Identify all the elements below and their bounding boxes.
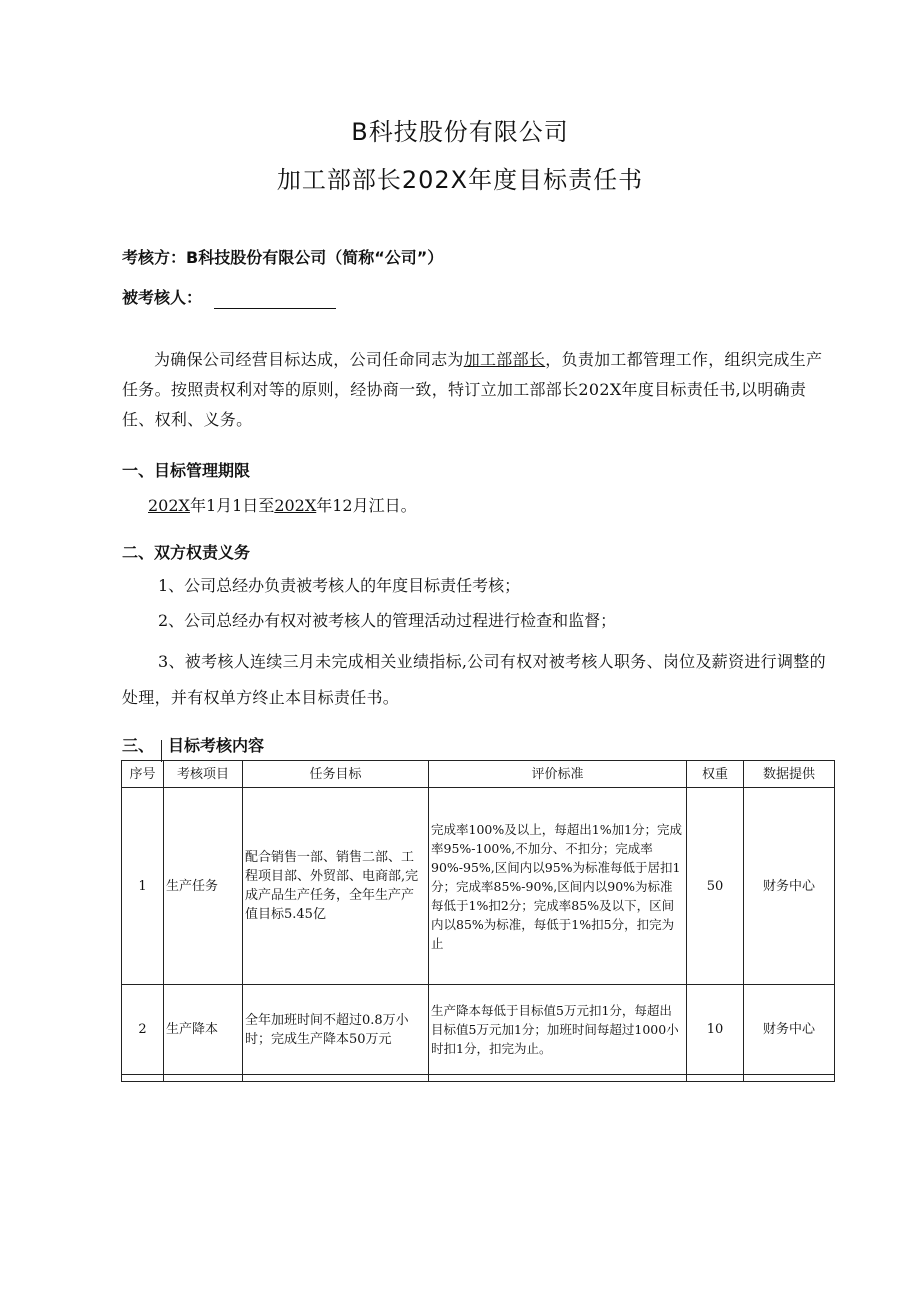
intro-position: 加工部部长 [463,350,546,369]
cell-target: 配合销售一部、销售二部、工程项目部、外贸部、电商部,完成产品生产任务，全年生产产值目标5.45亿 [243,788,429,985]
table-row-continuation [122,1075,835,1082]
assessee-line [122,287,336,309]
cell-weight: 10 [687,985,744,1075]
section1-period [148,495,417,517]
col-header-target: 任务目标 [243,761,429,788]
section1-heading: 一、目标管理期限 [122,461,251,480]
heading-divider [161,740,162,762]
section3-heading [122,735,264,757]
cell-source: 财务中心 [744,788,835,985]
intro-paragraph [122,345,834,435]
table-header-row [122,761,835,788]
duty-item-2: 2、公司总经办有权对被考核人的管理活动过程进行检查和监督； [158,611,617,630]
period-mid: 年1月1日至 [189,496,275,515]
duty-item-3: 3、被考核人连续三月未完成相关业绩指标,公司有权对被考核人职务、岗位及薪资进行调整的处理，并有权单方终止本目标责任书。 [122,652,826,707]
cell-criteria: 生产降本每低于目标值5万元扣1分，每超出目标值5万元加1分；加班时间每超过1000小时扣1分，扣完为止。 [429,985,687,1075]
period-tail: 年12月江日。 [316,496,417,515]
assessor-line [122,247,443,269]
section3-heading-text: 目标考核内容 [168,736,265,755]
table-row [122,985,835,1075]
col-header-criteria: 评价标准 [429,761,687,788]
cell-criteria: 完成率100%及以上，每超出1%加1分；完成率95%-100%,不加分、不扣分；完成率90%-95%,区间内以95%为标准每低于居扣1分；完成率85%-90%,区间内以90%为标准每低于1%扣2分；完成率85%及以下，区间内以85%为标准，每低于1%扣5分，扣完为止 [429,788,687,985]
section2-heading: 二、双方权责义务 [122,543,251,562]
cell-item: 生产任务 [164,788,243,985]
period-year-end: 202X [274,496,317,515]
assessor-value: B科技股份有限公司（简称“公司”） [186,248,444,267]
intro-part1: 为确保公司经营目标达成，公司任命同志为 [154,350,464,369]
cell-item: 生产降本 [164,985,243,1075]
cell-no: 1 [122,788,164,985]
col-header-item: 考核项目 [164,761,243,788]
assessor-label: 考核方： [122,248,187,267]
col-header-weight: 权重 [687,761,744,788]
table-row [122,788,835,985]
cell-weight: 50 [687,788,744,985]
duty-item-1: 1、公司总经办负责被考核人的年度目标责任考核； [158,576,521,595]
intro-part2: ，负责加工都管理工作，组织完成生产任务。按照责权利对等的原则，经协商一致，特订立加工部部长202X年度目标责任书,以明确责任、权利、义务。 [122,350,823,429]
assessee-blank [214,290,336,309]
cell-target: 全年加班时间不超过0.8万小时；完成生产降本50万元 [243,985,429,1075]
section3-heading-num: 三、 [122,736,155,755]
assessment-table [121,760,835,1082]
period-year-start: 202X [148,496,190,515]
col-header-no: 序号 [122,761,164,788]
document-title: 加工部部长202X年度目标责任书 [276,166,644,194]
cell-source: 财务中心 [744,985,835,1075]
cell-no: 2 [122,985,164,1075]
col-header-source: 数据提供 [744,761,835,788]
company-title: B科技股份有限公司 [351,118,569,146]
assessee-label: 被考核人： [122,288,203,307]
